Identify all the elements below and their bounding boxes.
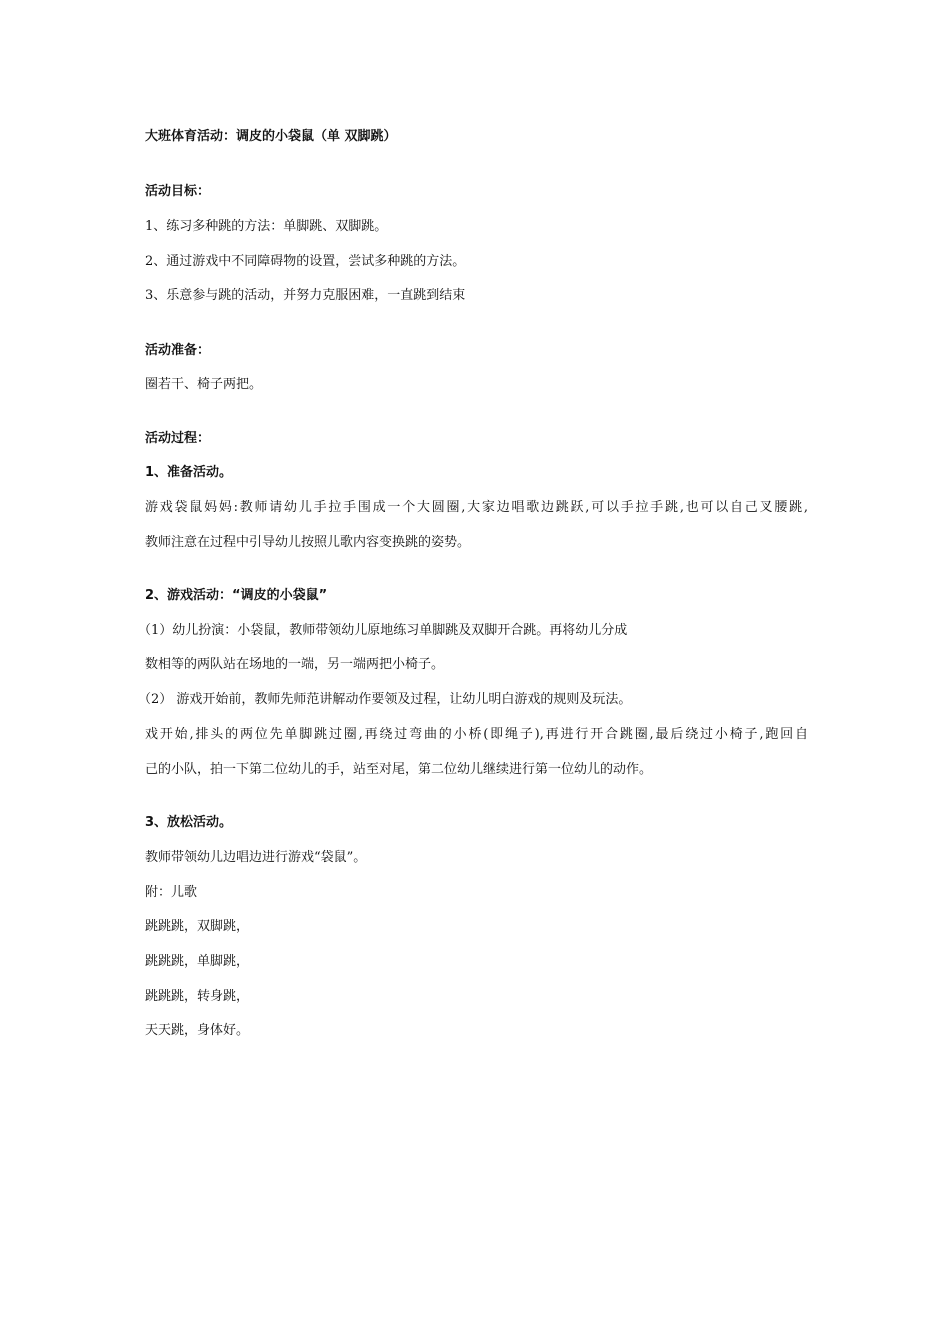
goal-item: 1、练习多种跳的方法：单脚跳、双脚跳。 [145, 219, 388, 234]
preparation-heading: 活动准备： [145, 343, 211, 358]
goals-heading: 活动目标： [145, 184, 211, 199]
step2-line: 数相等的两队站在场地的一端，另一端两把小椅子。 [145, 657, 445, 672]
step2-heading: 2、游戏活动：“调皮的小袋鼠” [145, 588, 328, 603]
step2-line: （2） 游戏开始前，教师先师范讲解动作要领及过程，让幼儿明白游戏的规则及玩法。 [138, 692, 632, 707]
step1-heading: 1、准备活动。 [145, 465, 233, 480]
step1-line: 教师注意在过程中引导幼儿按照儿歌内容变换跳的姿势。 [145, 535, 471, 550]
song-line: 跳跳跳，单脚跳， [145, 954, 250, 969]
preparation-text: 圈若干、椅子两把。 [145, 377, 263, 392]
goal-item: 2、通过游戏中不同障碍物的设置，尝试多种跳的方法。 [145, 254, 466, 269]
step3-line: 附：儿歌 [145, 885, 198, 900]
song-line: 跳跳跳，转身跳， [145, 989, 250, 1004]
step3-heading: 3、放松活动。 [145, 815, 233, 830]
process-heading: 活动过程： [145, 431, 211, 446]
song-line: 跳跳跳，双脚跳， [145, 919, 250, 934]
step2-line: 己的小队，拍一下第二位幼儿的手，站至对尾，第二位幼儿继续进行第一位幼儿的动作。 [145, 762, 653, 777]
step3-line: 教师带领幼儿边唱边进行游戏“袋鼠”。 [145, 850, 367, 865]
step2-line: （1）幼儿扮演：小袋鼠，教师带领幼儿原地练习单脚跳及双脚开合跳。再将幼儿分成 [138, 623, 628, 638]
document-title: 大班体育活动：调皮的小袋鼠（单 双脚跳） [145, 129, 397, 144]
goal-item: 3、乐意参与跳的活动，并努力克服困难，一直跳到结束 [145, 288, 466, 303]
step1-line: 游戏袋鼠妈妈:教师请幼儿手拉手围成一个大圆圈,大家边唱歌边跳跃,可以手拉手跳,也可以自己叉腰跳, [145, 500, 808, 515]
step2-line: 戏开始,排头的两位先单脚跳过圈,再绕过弯曲的小桥(即绳子),再进行开合跳圈,最后绕过小椅子,跑回自 [145, 727, 808, 742]
song-line: 天天跳，身体好。 [145, 1023, 250, 1038]
